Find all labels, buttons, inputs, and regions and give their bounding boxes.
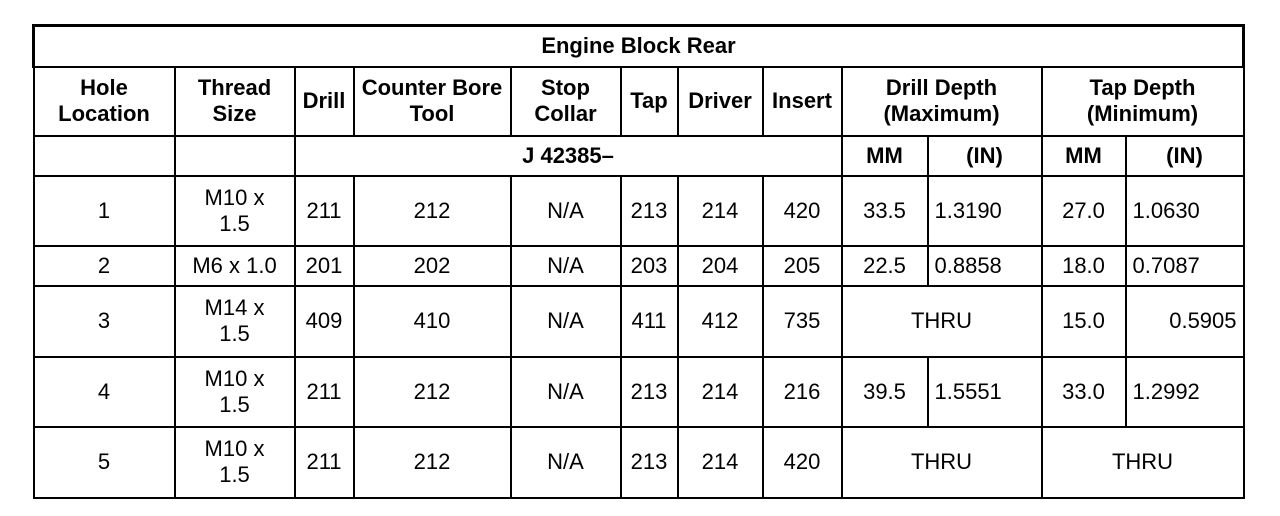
cell-drill-depth: THRU (842, 427, 1042, 498)
cell-hole: 2 (34, 246, 175, 286)
subheader-tap-in: (IN) (1126, 136, 1244, 176)
cell-tap-in: 0.7087 (1126, 246, 1244, 286)
cell-thread: M10 x 1.5 (175, 176, 295, 246)
cell-tap-mm: 18.0 (1042, 246, 1126, 286)
cell-drill-mm: 33.5 (842, 176, 928, 246)
subheader-empty-hole (34, 136, 175, 176)
table-row (34, 246, 1244, 286)
cell-tap-in: 1.0630 (1126, 176, 1244, 246)
cell-tap-mm: 33.0 (1042, 357, 1126, 427)
cell-drill-in: 1.3190 (928, 176, 1042, 246)
cell-tap: 203 (621, 246, 678, 286)
cell-stop-collar: N/A (511, 246, 621, 286)
subheader-tap-mm: MM (1042, 136, 1126, 176)
table-row (34, 357, 1244, 427)
cell-tap: 213 (621, 357, 678, 427)
cell-drill: 201 (295, 246, 354, 286)
header-stop-collar: Stop Collar (511, 67, 621, 136)
title-row (34, 26, 1244, 67)
cell-drill-in: 0.8858 (928, 246, 1042, 286)
header-counter-bore-tool: Counter Bore Tool (354, 67, 511, 136)
cell-drill: 211 (295, 427, 354, 498)
engine-block-rear-table (32, 24, 1245, 499)
table-title: Engine Block Rear (34, 26, 1244, 67)
cell-tap: 213 (621, 176, 678, 246)
cell-thread: M10 x 1.5 (175, 357, 295, 427)
header-row (34, 67, 1244, 136)
cell-insert: 216 (763, 357, 842, 427)
cell-tap: 411 (621, 286, 678, 357)
cell-tap-mm: 27.0 (1042, 176, 1126, 246)
table-row (34, 286, 1244, 357)
cell-insert: 420 (763, 427, 842, 498)
cell-hole: 4 (34, 357, 175, 427)
cell-driver: 412 (678, 286, 763, 357)
cell-drill-mm: 39.5 (842, 357, 928, 427)
table-row (34, 427, 1244, 498)
cell-tap-depth: THRU (1042, 427, 1244, 498)
header-thread-size: Thread Size (175, 67, 295, 136)
header-drill-depth: Drill Depth (Maximum) (842, 67, 1042, 136)
header-driver: Driver (678, 67, 763, 136)
subheader-drill-in: (IN) (928, 136, 1042, 176)
cell-insert: 420 (763, 176, 842, 246)
subheader-row (34, 136, 1244, 176)
cell-tap-mm: 15.0 (1042, 286, 1126, 357)
cell-drill: 409 (295, 286, 354, 357)
cell-hole: 3 (34, 286, 175, 357)
cell-insert: 205 (763, 246, 842, 286)
cell-stop-collar: N/A (511, 357, 621, 427)
header-tap: Tap (621, 67, 678, 136)
cell-tap-in: 1.2992 (1126, 357, 1244, 427)
header-drill: Drill (295, 67, 354, 136)
cell-stop-collar: N/A (511, 176, 621, 246)
cell-drill-mm: 22.5 (842, 246, 928, 286)
header-hole-location: Hole Location (34, 67, 175, 136)
cell-insert: 735 (763, 286, 842, 357)
cell-drill: 211 (295, 176, 354, 246)
subheader-tool-prefix: J 42385– (295, 136, 842, 176)
cell-stop-collar: N/A (511, 286, 621, 357)
cell-hole: 5 (34, 427, 175, 498)
cell-counter-bore: 212 (354, 427, 511, 498)
cell-drill-in: 1.5551 (928, 357, 1042, 427)
cell-counter-bore: 212 (354, 357, 511, 427)
subheader-drill-mm: MM (842, 136, 928, 176)
cell-thread: M14 x 1.5 (175, 286, 295, 357)
header-insert: Insert (763, 67, 842, 136)
table-row (34, 176, 1244, 246)
cell-stop-collar: N/A (511, 427, 621, 498)
cell-counter-bore: 410 (354, 286, 511, 357)
cell-drill-depth: THRU (842, 286, 1042, 357)
cell-drill: 211 (295, 357, 354, 427)
cell-driver: 204 (678, 246, 763, 286)
cell-tap: 213 (621, 427, 678, 498)
cell-driver: 214 (678, 357, 763, 427)
cell-driver: 214 (678, 176, 763, 246)
cell-thread: M6 x 1.0 (175, 246, 295, 286)
subheader-empty-thread (175, 136, 295, 176)
cell-thread: M10 x 1.5 (175, 427, 295, 498)
cell-driver: 214 (678, 427, 763, 498)
cell-counter-bore: 212 (354, 176, 511, 246)
cell-tap-in: 0.5905 (1126, 286, 1244, 357)
cell-counter-bore: 202 (354, 246, 511, 286)
cell-hole: 1 (34, 176, 175, 246)
header-tap-depth: Tap Depth (Minimum) (1042, 67, 1244, 136)
